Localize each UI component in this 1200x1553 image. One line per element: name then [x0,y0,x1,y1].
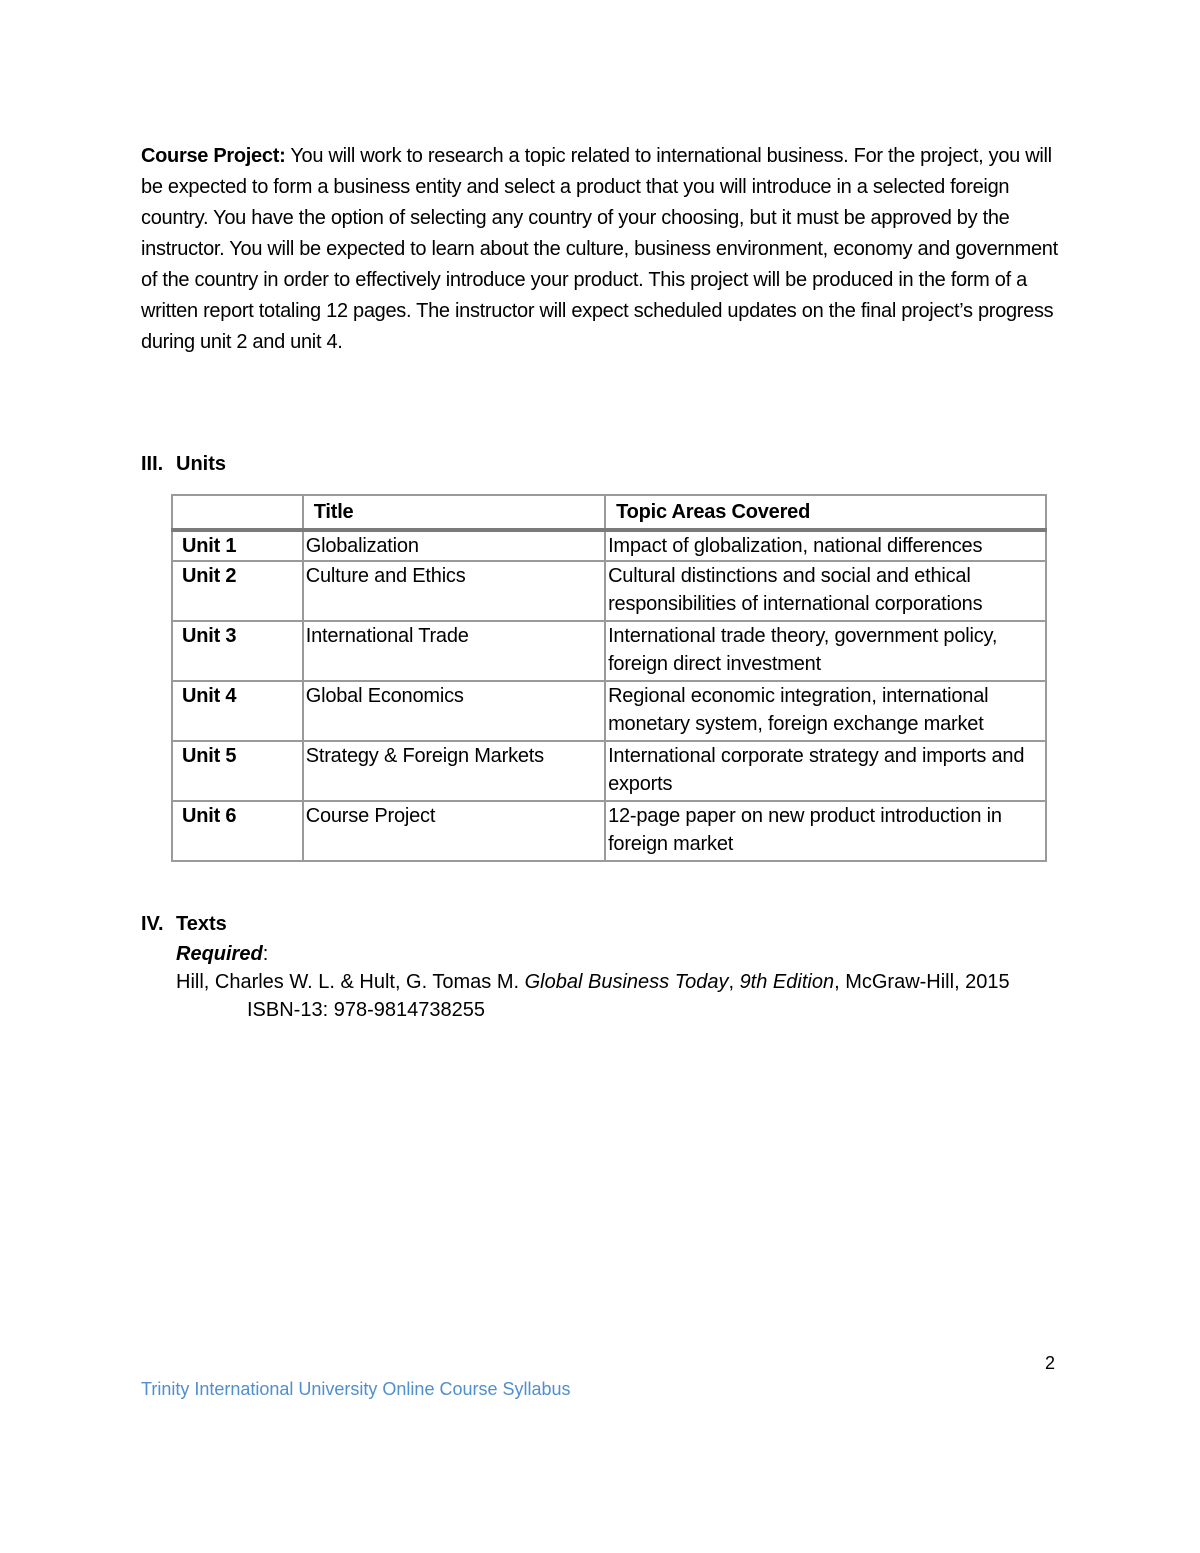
required-label-line [176,940,268,968]
table-row [172,681,1046,741]
citation-authors: Hill, Charles W. L. & Hult, G. Tomas M. [176,971,525,993]
textbook-isbn: ISBN-13: 978-9814738255 [247,999,485,1021]
citation-publisher: , McGraw-Hill, 2015 [834,971,1010,993]
unit-title-cell: Culture and Ethics [303,561,605,621]
texts-heading [141,910,227,938]
unit-title-cell: International Trade [303,621,605,681]
unit-cell: Unit 3 [172,621,303,681]
unit-title-cell: Strategy & Foreign Markets [303,741,605,801]
unit-title-cell: Course Project [303,801,605,861]
units-table [171,494,1047,862]
course-project-text: You will work to research a topic related to international business. For the project, you will be expected to form a business entity and select a product that you will introduce in a selected foreign country. You have the option of selecting any country of your choosing, but it must be approved by the instructor. You will be expected to learn about the culture, business environment, economy and government of the country in order to effectively introduce your product. This project will be produced in the form of a written report totaling 12 pages. The instructor will expect scheduled updates on the final project’s progress during unit 2 and unit 4. [141,145,1058,353]
texts-section-number: IV. [141,913,164,935]
units-heading [141,450,226,478]
unit-topics-cell: International corporate strategy and imports and exports [605,741,1046,801]
footer-text: Trinity International University Online Course Syllabus [141,1379,571,1399]
unit-title-cell: Globalization [303,530,605,561]
page-number: 2 [1045,1353,1056,1373]
textbook-citation [176,968,1010,996]
units-section-number: III. [141,453,164,475]
unit-topics-cell: Impact of globalization, national differences [605,530,1046,561]
unit-cell: Unit 2 [172,561,303,621]
table-row [172,621,1046,681]
table-row [172,801,1046,861]
required-colon: : [262,943,269,965]
units-table-header-row [172,495,1046,530]
column-header-unit [172,495,303,530]
texts-section-title: Texts [176,913,227,935]
unit-topics-cell: International trade theory, government policy, foreign direct investment [605,621,1046,681]
table-row [172,530,1046,561]
table-row [172,741,1046,801]
unit-topics-cell: 12-page paper on new product introduction in foreign market [605,801,1046,861]
course-project-paragraph [141,141,1061,358]
column-header-topics: Topic Areas Covered [605,495,1046,530]
table-row [172,561,1046,621]
unit-cell: Unit 4 [172,681,303,741]
unit-cell: Unit 6 [172,801,303,861]
citation-edition: 9th Edition [739,971,835,993]
citation-separator: , [728,971,740,993]
unit-topics-cell: Regional economic integration, international monetary system, foreign exchange market [605,681,1046,741]
unit-topics-cell: Cultural distinctions and social and ethical responsibilities of international corporations [605,561,1046,621]
required-label: Required [176,943,263,965]
citation-book-title: Global Business Today [524,971,729,993]
column-header-title: Title [303,495,605,530]
unit-cell: Unit 5 [172,741,303,801]
course-project-label: Course Project: [141,145,286,167]
unit-title-cell: Global Economics [303,681,605,741]
units-section-title: Units [176,453,226,475]
unit-cell: Unit 1 [172,530,303,561]
